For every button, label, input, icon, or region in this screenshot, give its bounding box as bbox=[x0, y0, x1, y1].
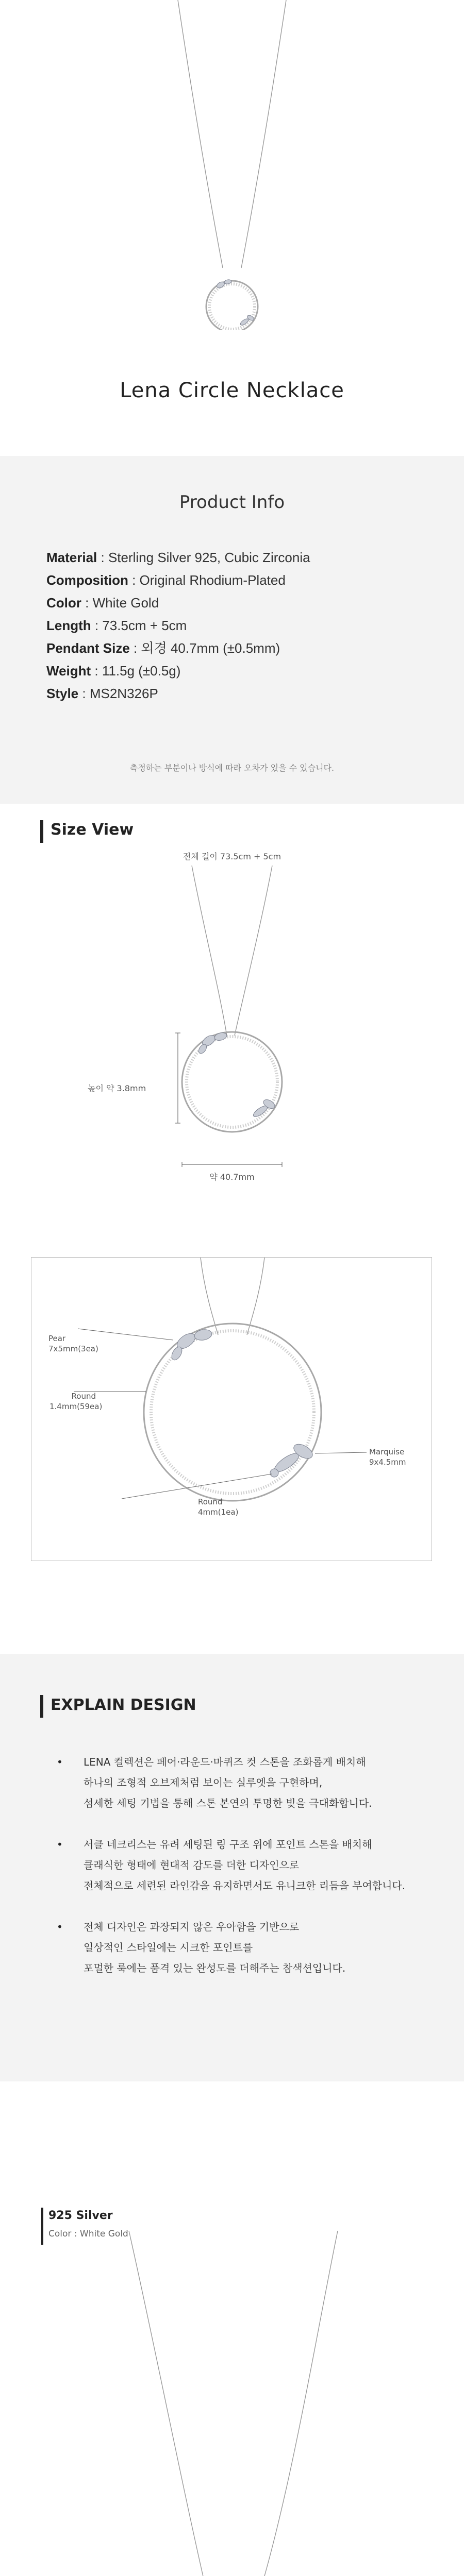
product-info-list bbox=[46, 546, 418, 705]
explain-item: • LENA 컬렉션은 페어·라운드·마퀴즈 컷 스톤을 조화롭게 배치해 하나의 조형적 오브제처럼 보이는 실루엣을 구현하며, 섬세한 세팅 기법을 통해 스톤 본연의 투명한 빛을 극대화합니다. bbox=[57, 1756, 372, 1809]
explain-bar bbox=[40, 1695, 43, 1718]
variant-title: 925 Silver bbox=[48, 2209, 113, 2222]
info-row-style: Style : MS2N326P bbox=[46, 686, 158, 701]
measurement-note: 측정하는 부분이나 방식에 따라 오차가 있을 수 있습니다. bbox=[129, 763, 335, 773]
label-marquise: Marquise 9x4.5mm bbox=[369, 1447, 406, 1467]
info-row-length: Length : 73.5cm + 5cm bbox=[46, 618, 187, 633]
size-view-heading: Size View bbox=[51, 821, 134, 839]
variant-necklace-image bbox=[0, 2215, 464, 2576]
product-info-heading: Product Info bbox=[179, 492, 285, 513]
explain-item: • 서클 네크리스는 유려 세팅된 링 구조 위에 포인트 스톤을 배치해 클래식한 형태에 현대적 감도를 더한 디자인으로 전체적으로 세련된 라인감을 유지하면서도 유니크한 리듬을 부여합니다. bbox=[57, 1838, 406, 1892]
size-view-bar bbox=[40, 820, 43, 843]
explain-heading: EXPLAIN DESIGN bbox=[51, 1696, 196, 1714]
size-view-diagram bbox=[0, 866, 464, 1195]
info-row-color: Color : White Gold bbox=[46, 595, 159, 611]
total-length-label: 전체 길이 73.5cm + 5cm bbox=[183, 852, 281, 861]
label-round-large: Round 4mm(1ea) bbox=[198, 1497, 239, 1517]
variant-color: Color : White Gold bbox=[48, 2229, 128, 2239]
info-row-weight: Weight : 11.5g (±0.5g) bbox=[46, 663, 181, 679]
label-pear: Pear 7x5mm(3ea) bbox=[48, 1334, 98, 1353]
info-row-material: Material : Sterling Silver 925, Cubic Zirconia bbox=[46, 550, 310, 565]
product-title: Lena Circle Necklace bbox=[120, 379, 344, 402]
info-row-composition: Composition : Original Rhodium-Plated bbox=[46, 572, 286, 588]
height-label: 높이 약 3.8mm bbox=[88, 1083, 146, 1093]
info-row-pendant-size: Pendant Size : 외경 40.7mm (±0.5mm) bbox=[46, 640, 280, 656]
width-label: 약 40.7mm bbox=[209, 1172, 255, 1182]
explain-list bbox=[57, 1752, 428, 1978]
hero-necklace-image bbox=[0, 0, 464, 330]
label-round-small: Round 1.4mm(59ea) bbox=[49, 1392, 103, 1411]
explain-item: • 전체 디자인은 과장되지 않은 우아함을 기반으로 일상적인 스타일에는 시크한 포인트를 포멀한 룩에는 품격 있는 완성도를 더해주는 참색션입니다. bbox=[57, 1921, 346, 1974]
